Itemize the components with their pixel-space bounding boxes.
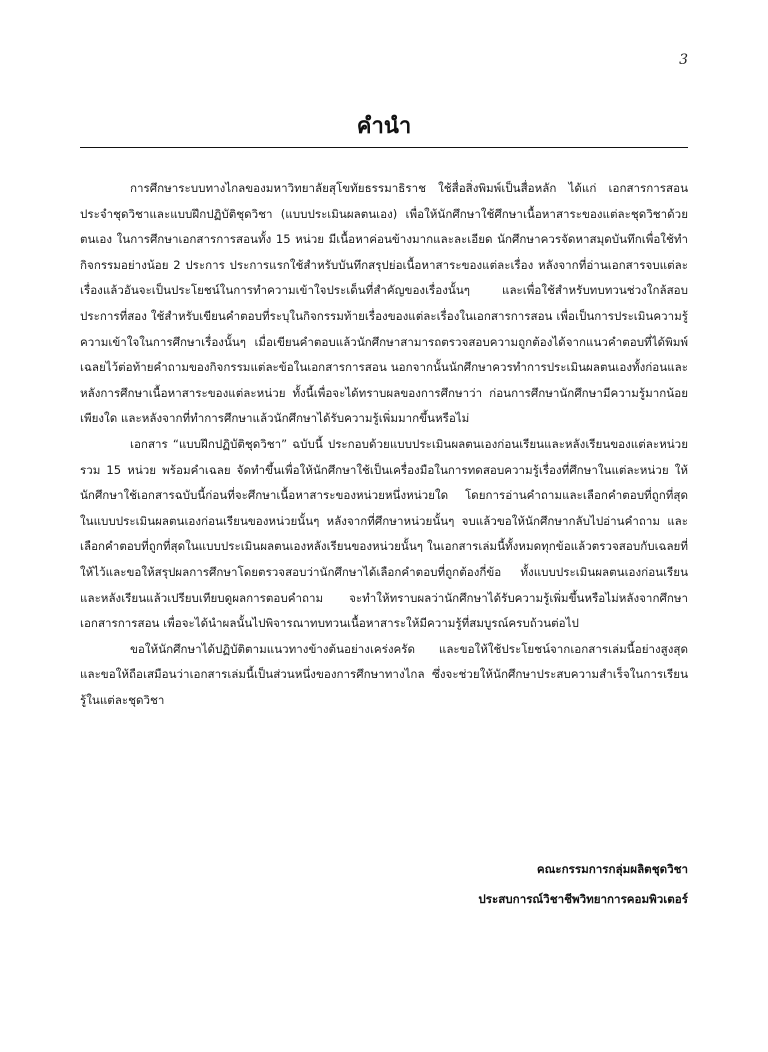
preface-body (80, 176, 688, 713)
paragraph-2: เอกสาร “แบบฝึกปฏิบัติชุดวิชา” ฉบับนี้ ประกอบด้วยแบบประเมินผลตนเองก่อนเรียนและหลังเรียนของแต่ละหน่วย รวม 15 หน่วย พร้อมคำเฉลย จัดทำขึ้นเพื่อให้นักศึกษาใช้เป็นเครื่องมือในการทดสอบความรู้เรื่องที่ศึกษาในแต่ละหน่วย ให้นักศึกษาใช้เอกสารฉบับนี้ก่อนที่จะศึกษาเนื้อหาสาระของหน่วยหนึ่งหน่วยใด โดยการอ่านคำถามและเลือกคำตอบที่ถูกที่สุดในแบบประเมินผลตนเองก่อนเรียนของหน่วยนั้นๆ หลังจากที่ศึกษาหน่วยนั้นๆ จบแล้วขอให้นักศึกษากลับไปอ่านคำถาม และเลือกคำตอบที่ถูกที่สุดในแบบประเมินผลตนเองหลังเรียนของหน่วยนั้นๆ ในเอกสารเล่มนี้ทั้งหมดทุกข้อแล้วตรวจสอบกับเฉลยที่ให้ไว้และขอให้สรุปผลการศึกษาโดยตรวจสอบว่านักศึกษาได้เลือกคำตอบที่ถูกต้องกี่ข้อ ทั้งแบบประเมินผลตนเองก่อนเรียนและหลังเรียนแล้วเปรียบเทียบดูผลการตอบคำถาม จะทำให้ทราบผลว่านักศึกษาได้รับความรู้เพิ่มขึ้นหรือไม่หลังจากศึกษาเอกสารการสอน เพื่อจะได้นำผลนั้นไปพิจารณาทบทวนเนื้อหาสาระให้มีความรู้ที่สมบูรณ์ครบถ้วนต่อไป (80, 436, 688, 631)
paragraph-1: การศึกษาระบบทางไกลของมหาวิทยาลัยสุโขทัยธรรมาธิราช ใช้สื่อสิ่งพิมพ์เป็นสื่อหลัก ได้แก่ เอกสารการสอนประจำชุดวิชาและแบบฝึกปฏิบัติชุดวิชา (แบบประเมินผลตนเอง) เพื่อให้นักศึกษาใช้ศึกษาเนื้อหาสาระของแต่ละชุดวิชาด้วยตนเอง ในการศึกษาเอกสารการสอนทั้ง 15 หน่วย มีเนื้อหาค่อนข้างมากและละเอียด นักศึกษาควรจัดหาสมุดบันทึกเพื่อใช้ทำกิจกรรมอย่างน้อย 2 ประการ ประการแรกใช้สำหรับบันทึกสรุปย่อเนื้อหาสาระของแต่ละเรื่อง หลังจากที่อ่านเอกสารจบแต่ละเรื่องแล้วอันจะเป็นประโยชน์ในการทำความเข้าใจประเด็นที่สำคัญของเรื่องนั้นๆ และเพื่อใช้สำหรับทบทวนช่วงใกล้สอบ ประการที่สอง ใช้สำหรับเขียนคำตอบที่ระบุในกิจกรรมท้ายเรื่องของแต่ละเรื่องในเอกสารการสอน เพื่อเป็นการประเมินความรู้ความเข้าใจในการศึกษาเรื่องนั้นๆ เมื่อเขียนคำตอบแล้วนักศึกษาสามารถตรวจสอบความถูกต้องได้จากแนวคำตอบที่ได้พิมพ์เฉลยไว้ต่อท้ายคำถามของกิจกรรมแต่ละข้อในเอกสารการสอน นอกจากนั้นนักศึกษาควรทำการประเมินผลตนเองทั้งก่อนและหลังการศึกษาเนื้อหาสาระของแต่ละหน่วย ทั้งนี้เพื่อจะได้ทราบผลของการศึกษาว่า ก่อนการศึกษานักศึกษามีความรู้มากน้อยเพียงใด และหลังจากที่ทำการศึกษาแล้วนักศึกษาได้รับความรู้เพิ่มมากขึ้นหรือไม่ (80, 181, 688, 426)
paragraph-3: ขอให้นักศึกษาได้ปฏิบัติตามแนวทางข้างต้นอย่างเคร่งครัด และขอให้ใช้ประโยชน์จากเอกสารเล่มนี้อย่างสูงสุด และขอให้ถือเสมือนว่าเอกสารเล่มนี้เป็นส่วนหนึ่งของการศึกษาทางไกล ซึ่งจะช่วยให้นักศึกษาประสบความสำเร็จในการเรียนรู้ในแต่ละชุดวิชา (80, 641, 688, 707)
page-title: คำนำ (356, 113, 412, 139)
signature-group: ประสบการณ์วิชาชีพวิทยาการคอมพิวเตอร์ (478, 892, 688, 906)
title-divider (80, 147, 688, 148)
signature-block (268, 854, 688, 914)
page-number: 3 (679, 52, 688, 68)
signature-committee: คณะกรรมการกลุ่มผลิตชุดวิชา (536, 862, 688, 876)
